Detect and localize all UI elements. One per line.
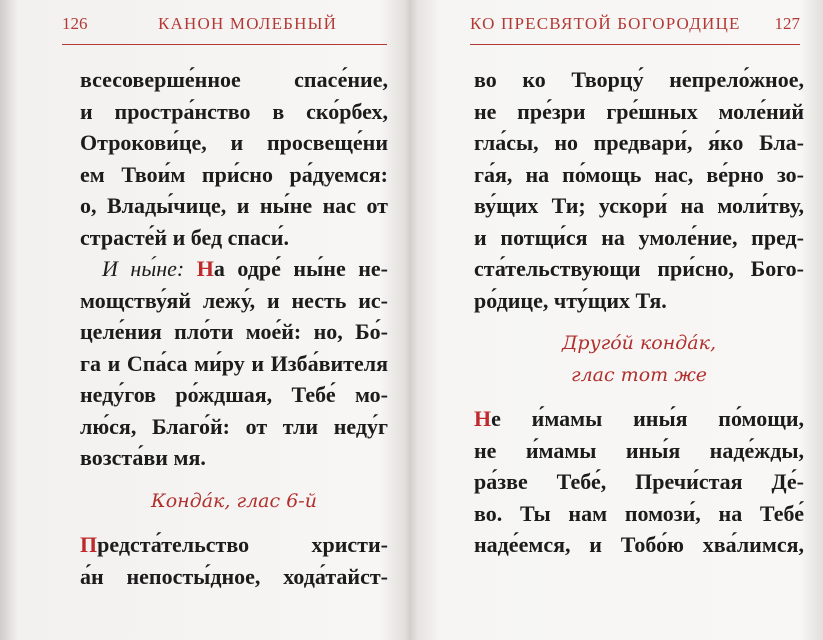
text-line: ем Твои́м при́сно ра́дуемся:: [80, 161, 388, 187]
left-running-head: [62, 14, 387, 40]
left-header-rule: [62, 44, 387, 45]
left-body-text: [80, 64, 388, 592]
text-line: страсте́й и бед спаси́.: [80, 224, 289, 250]
drop-letter: Н: [196, 256, 214, 281]
spacer: [80, 517, 388, 529]
drugoi-kondak-heading: Друго́й конда́к,: [561, 332, 716, 354]
text-line: лю́ся, Благо́й: от тли неду́г: [80, 413, 388, 439]
text-line: ра́зве Тебе́, Пречи́стая Де́-: [474, 469, 804, 494]
text-line: гла́сы, но предвари́, я́ко Бла-: [474, 130, 804, 155]
left-page: [0, 0, 405, 640]
text-run: редста́тельство христи-: [97, 532, 388, 557]
text-line: всесоверше́нное спасе́ние,: [80, 67, 388, 92]
kondak2-first-line: [474, 403, 804, 435]
right-running-head: [470, 14, 800, 40]
glas-heading: глас тот же: [570, 363, 708, 386]
i-nyne-first-line: [80, 253, 388, 285]
kondak-first-line: [80, 529, 388, 561]
text-line: о, Влады́чице, и ны́не нас от: [80, 193, 388, 218]
text-line: га́я, на по́мощь нас, ве́рно зо-: [474, 161, 804, 187]
kondak-heading: Конда́к, глас 6-й: [151, 489, 317, 512]
text-line: возста́ви мя.: [80, 445, 206, 470]
text-line: во. Ты нам помози́, на Тебе́: [474, 500, 804, 526]
text-line: ста́тельствующи при́сно, Бого-: [474, 256, 804, 281]
i-nyne-label: И ны́не:: [102, 256, 185, 281]
right-body-text: [474, 64, 804, 561]
text-run: а одре́ ны́не не-: [213, 256, 389, 281]
drop-letter: Н: [474, 406, 492, 431]
spacer: [474, 316, 804, 328]
right-page: [412, 0, 823, 640]
text-line: мощству́яй лежу́, и несть ис-: [80, 287, 388, 313]
right-running-title: КО ПРЕСВЯТОЙ БОГОРОДИЦЕ: [470, 14, 741, 33]
text-line: ро́дице, чту́щих Тя.: [474, 287, 667, 313]
text-line: неду́гов ро́ждшая, Тебе́ мо-: [80, 382, 388, 407]
drop-letter: П: [80, 532, 98, 557]
text-line: не и́мамы ины́я наде́жды,: [474, 437, 804, 463]
text-line: Отрокови́це, и просвеще́ни: [80, 130, 388, 155]
text-line: наде́емся, и Тобо́ю хва́лимся,: [474, 532, 804, 557]
text-run: е и́мамы ины́я по́мощи,: [491, 406, 804, 431]
text-line: га и Спа́са ми́ру и Изба́вителя: [80, 350, 388, 376]
left-page-number: 126: [62, 14, 88, 33]
text-line: и потщи́ся на умоле́ние, пред-: [474, 224, 804, 250]
right-page-number: 127: [774, 14, 800, 33]
left-running-title: КАНОН МОЛЕБНЫЙ: [158, 14, 338, 33]
text-line: а́н непосты́дное, хода́тайст-: [80, 563, 388, 589]
text-line: ву́щих Ти; ускори́ на моли́тву,: [474, 193, 804, 218]
right-header-rule: [470, 44, 800, 45]
text-line: во ко Творцу́ непрело́жное,: [474, 67, 804, 92]
text-line: не пре́зри гре́шных моле́ний: [474, 98, 804, 124]
text-line: и простра́нство в ско́рбех,: [80, 98, 388, 124]
spacer: [474, 391, 804, 403]
spacer: [80, 474, 388, 486]
text-line: целе́ния пло́ти мое́й: но, Бо́-: [80, 319, 388, 344]
